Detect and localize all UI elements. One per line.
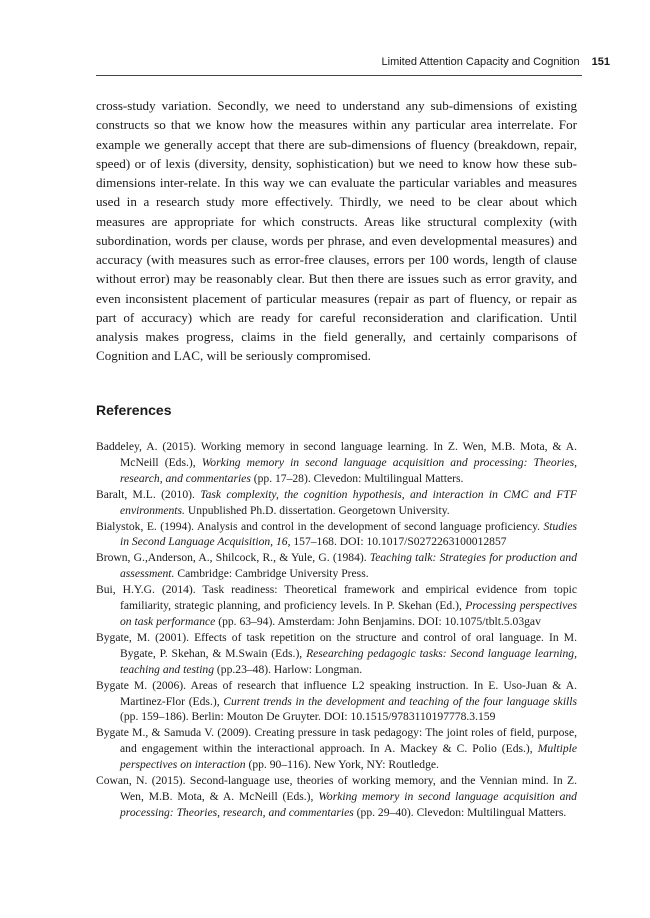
reference-item: Bygate, M. (2001). Effects of task repetition on the structure and control of oral language. In M. Bygate, P. Skehan, & M.Swain (Eds.), Researching pedagogic tasks: Second language learning, teaching and testing (pp.23–48). Harlow: Longman. xyxy=(96,630,577,676)
reference-item: Brown, G.,Anderson, A., Shilcock, R., & Yule, G. (1984). Teaching talk: Strategies for production and assessment. Cambridge: Cambridge University Press. xyxy=(96,551,577,581)
running-head xyxy=(96,56,610,68)
references-heading: References xyxy=(96,402,172,418)
reference-item: Bygate M. (2006). Areas of research that influence L2 speaking instruction. In E. Uso-Juan & A. Martinez-Flor (Eds.), Current trends in the development and teaching of the four language skills (pp. 159–186). Berlin: Mouton De Gruyter. DOI: 10.1515/9783110197778.3.159 xyxy=(96,678,577,724)
reference-list xyxy=(96,439,577,821)
reference-item: Cowan, N. (2015). Second-language use, theories of working memory, and the Vennian mind. In Z. Wen, M.B. Mota, & A. McNeill (Eds.), Working memory in second language acquisition and processing: Theories, research, and commentaries (pp. 29–40). Clevedon: Multilingual Matters. xyxy=(96,774,577,819)
reference-item: Bui, H.Y.G. (2014). Task readiness: Theoretical framework and empirical evidence from topic familiarity, strategic planning, and proficiency levels. In P. Skehan (Ed.), Processing perspectives on task performance (pp. 63–94). Amsterdam: John Benjamins. DOI: 10.1075/tblt.5.03gav xyxy=(96,583,577,628)
running-head-title: Limited Attention Capacity and Cognition xyxy=(381,56,580,68)
reference-item: Bygate M., & Samuda V. (2009). Creating pressure in task pedagogy: The joint roles of field, purpose, and engagement within the interactional approach. In A. Mackey & C. Polio (Eds.), Multiple perspectives on interaction (pp. 90–116). New York, NY: Routledge. xyxy=(96,726,577,772)
reference-item: Baddeley, A. (2015). Working memory in second language learning. In Z. Wen, M.B. Mota, & A. McNeill (Eds.), Working memory in second language acquisition and processing: Theories, research, and commentaries (pp. 17–28). Clevedon: Multilingual Matters. xyxy=(96,440,577,485)
page-number: 151 xyxy=(591,56,610,68)
body-paragraph: cross-study variation. Secondly, we need to understand any sub-dimensions of existing constructs so that we know how the measures within any particular area interrelate. For example we generally accept that there are sub-dimensions of fluency (breakdown, repair, speed) or of lexis (diversity, density, sophistication) but we need to know how these sub-dimensions inter-relate. In this way we can evaluate the particular variables and measures used in a research study more effectively. Thirdly, we need to be clear about which measures are appropriate for which constructs. Areas like structural complexity (with subordination, words per clause, words per phrase, and even developmental measures) and accuracy (with measures such as error-free clauses, errors per 100 words, length of clause without error) may be reasonably clear. But then there are issues such as error gravity, and even inconsistent placement of particular measures (repair as part of fluency, or repair as part of accuracy) which are ready for careful reconsideration and clarification. Until analysis makes progress, claims in the field generally, and certainly comparisons of Cognition and LAC, will be seriously compromised. xyxy=(96,98,577,364)
header-rule xyxy=(96,75,582,76)
reference-item: Baralt, M.L. (2010). Task complexity, the cognition hypothesis, and interaction in CMC and FTF environments. Unpublished Ph.D. dissertation. Georgetown University. xyxy=(96,487,577,517)
reference-item: Bialystok, E. (1994). Analysis and control in the development of second language proficiency. Studies in Second Language Acquisition, 16, 157–168. DOI: 10.1017/S0272263100012857 xyxy=(96,519,577,549)
